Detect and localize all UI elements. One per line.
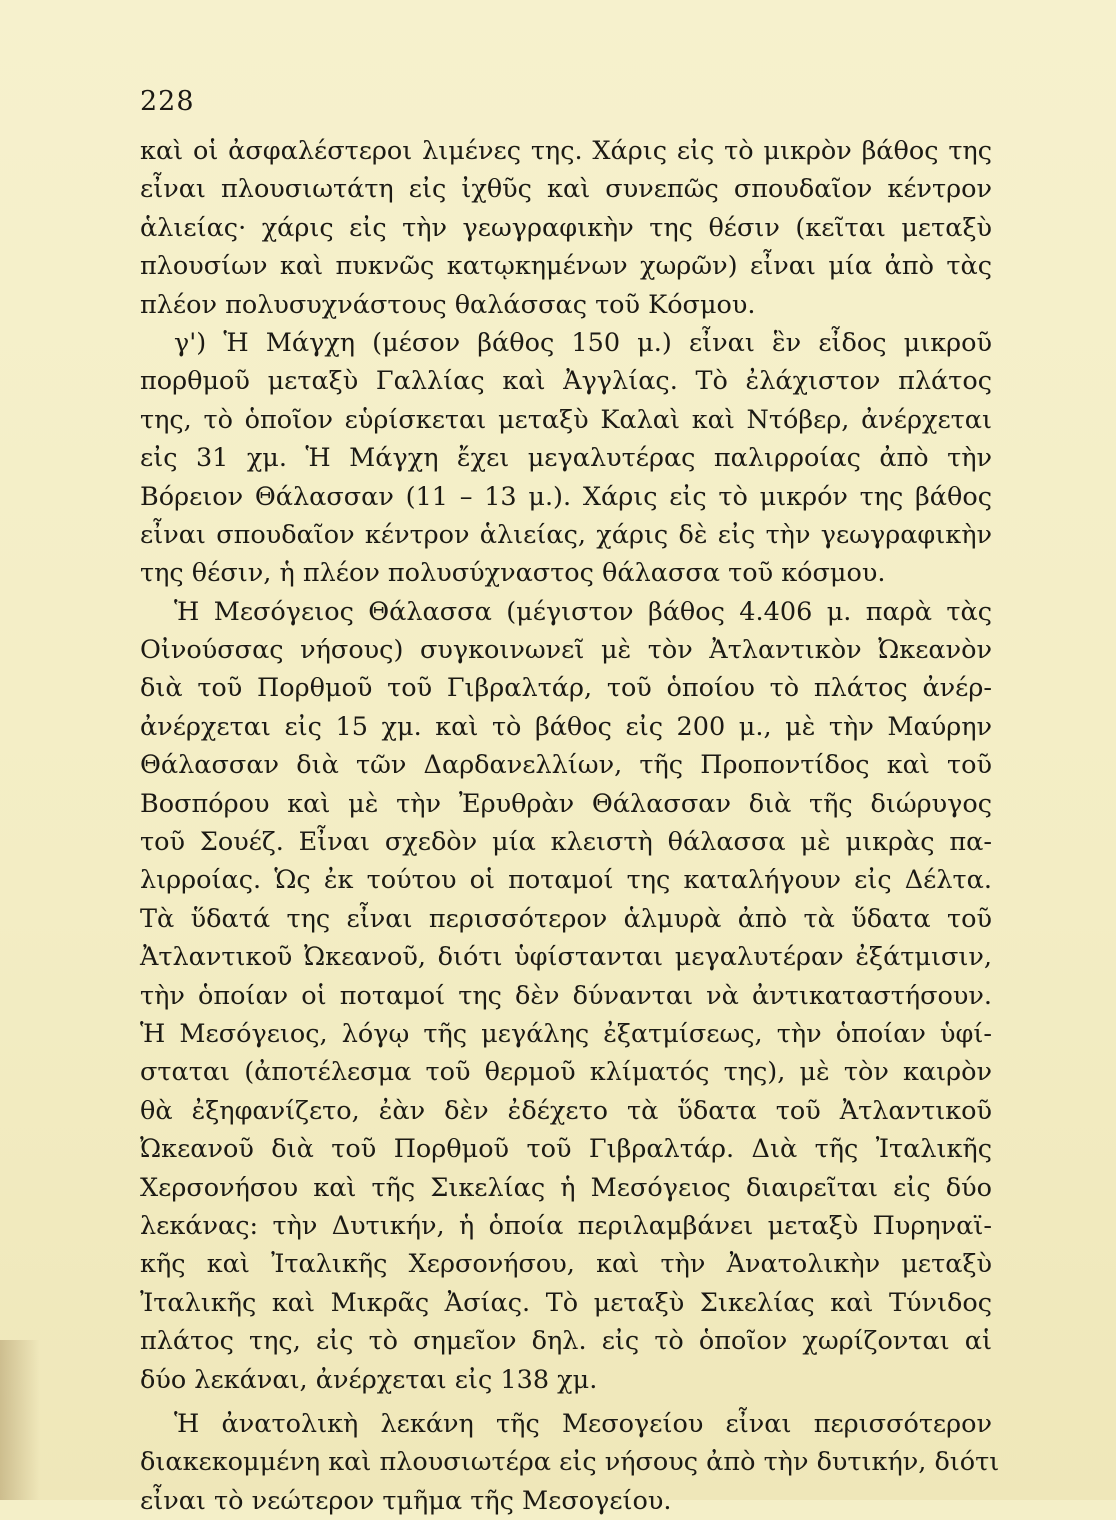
text-line: κῆς καὶ Ἰταλικῆς Χερσονήσου, καὶ τὴν Ἀνατολικὴν μεταξὺ [140,1249,992,1280]
text-line: τὴν ὁποίαν οἱ ποταμοί της δὲν δύνανται νὰ ἀντικαταστήσουν. [140,980,992,1011]
text-line: σταται (ἀποτέλεσμα τοῦ θερμοῦ κλίματός της), μὲ τὸν καιρὸν [140,1057,992,1088]
text-line: Ἀτλαντικοῦ Ὠκεανοῦ, διότι ὑφίστανται μεγαλυτέραν ἐξάτμισιν, [140,942,992,973]
text-line: λεκάνας: τὴν Δυτικήν, ἡ ὁποία περιλαμβάνει μεταξὺ Πυρηναϊ- [140,1210,992,1241]
text-line: καὶ οἱ ἀσφαλέστεροι λιμένες της. Χάρις εἰς τὸ μικρὸν βάθος της [140,136,992,166]
text-line: εἶναι σπουδαῖον κέντρον ἁλιείας, χάρις δὲ εἰς τὴν γεωγραφικὴν [140,519,992,550]
text-line: Βοσπόρου καὶ μὲ τὴν Ἐρυθρὰν Θάλασσαν διὰ τῆς διώρυγος [140,788,992,819]
text-line: εἶναι τὸ νεώτερον τμῆμα τῆς Μεσογείου. [140,1485,672,1516]
text-line: Χερσονήσου καὶ τῆς Σικελίας ἡ Μεσόγειος διαιρεῖται εἰς δύο [140,1172,992,1203]
text-line: Οἰνούσσας νήσους) συγκοινωνεῖ μὲ τὸν Ἀτλαντικὸν Ὠκεανὸν [140,635,992,666]
text-line: Τὰ ὕδατά της εἶναι περισσότερον ἁλμυρὰ ἀπὸ τὰ ὕδατα τοῦ [140,903,992,934]
text-line: Θάλασσαν διὰ τῶν Δαρδανελλίων, τῆς Προποντίδος καὶ τοῦ [140,750,992,781]
text-line: διὰ τοῦ Πορθμοῦ τοῦ Γιβραλτάρ, τοῦ ὁποίου τὸ πλάτος ἀνέρ- [140,673,992,704]
text-line: Ἡ Μεσόγειος, λόγῳ τῆς μεγάλης ἐξατμίσεως, τὴν ὁποίαν ὑφί- [140,1018,992,1049]
text-line: Ἡ ἀνατολικὴ λεκάνη τῆς Μεσογείου εἶναι περισσότερον [174,1408,992,1439]
text-line: Ὠκεανοῦ διὰ τοῦ Πορθμοῦ τοῦ Γιβραλτάρ. Διὰ τῆς Ἰταλικῆς [140,1134,992,1165]
text-line: πλουσίων καὶ πυκνῶς κατῳκημένων χωρῶν) εἶναι μία ἀπὸ τὰς [140,251,992,282]
page-stain [0,1340,40,1500]
body-text [140,132,1000,1520]
text-line: πλέον πολυσυχνάστους θαλάσσας τοῦ Κόσμου. [140,289,756,320]
text-line: λιρροίας. Ὡς ἐκ τούτου οἱ ποταμοί της καταλήγουν εἰς Δέλτα. [140,865,992,896]
paragraph [140,132,992,324]
paragraph [140,1405,1000,1520]
text-line: δύο λεκάναι, ἀνέρχεται εἰς 138 χμ. [140,1364,598,1395]
text-line: πλάτος της, εἰς τὸ σημεῖον δηλ. εἰς τὸ ὁποῖον χωρίζονται αἱ [140,1326,992,1357]
text-line: ἁλιείας· χάρις εἰς τὴν γεωγραφικὴν της θέσιν (κεῖται μεταξὺ [140,212,992,243]
text-line: Βόρειον Θάλασσαν (11 – 13 μ.). Χάρις εἰς τὸ μικρόν της βάθος [140,481,992,512]
page-number: 228 [140,86,195,117]
paragraph [140,324,992,593]
text-line: διακεκομμένη καὶ πλουσιωτέρα εἰς νήσους ἀπὸ τὴν δυτικήν, διότι [140,1447,1000,1478]
paragraph [140,593,992,1399]
text-line: ἀνέρχεται εἰς 15 χμ. καὶ τὸ βάθος εἰς 200 μ., μὲ τὴν Μαύρην [140,711,992,742]
text-line: γ') Ἡ Μάγχη (μέσον βάθος 150 μ.) εἶναι ἓν εἶδος μικροῦ [174,327,992,358]
text-line: εἰς 31 χμ. Ἡ Μάγχη ἔχει μεγαλυτέρας παλιρροίας ἀπὸ τὴν [140,443,992,474]
text-line: πορθμοῦ μεταξὺ Γαλλίας καὶ Ἀγγλίας. Τὸ ἐλάχιστον πλάτος [140,366,992,397]
text-line: θὰ ἐξηφανίζετο, ἐὰν δὲν ἐδέχετο τὰ ὕδατα τοῦ Ἀτλαντικοῦ [140,1095,992,1126]
text-line: της, τὸ ὁποῖον εὑρίσκεται μεταξὺ Καλαὶ καὶ Ντόβερ, ἀνέρχεται [140,404,992,435]
text-line: της θέσιν, ἡ πλέον πολυσύχναστος θάλασσα τοῦ κόσμου. [140,558,886,589]
text-line: εἶναι πλουσιωτάτη εἰς ἰχθῦς καὶ συνεπῶς σπουδαῖον κέντρον [140,174,992,205]
text-line: τοῦ Σουέζ. Εἶναι σχεδὸν μία κλειστὴ θάλασσα μὲ μικρὰς πα- [140,827,992,858]
text-line: Ἰταλικῆς καὶ Μικρᾶς Ἀσίας. Τὸ μεταξὺ Σικελίας καὶ Τύνιδος [140,1287,992,1318]
text-line: Ἡ Μεσόγειος Θάλασσα (μέγιστον βάθος 4.406 μ. παρὰ τὰς [174,596,992,627]
